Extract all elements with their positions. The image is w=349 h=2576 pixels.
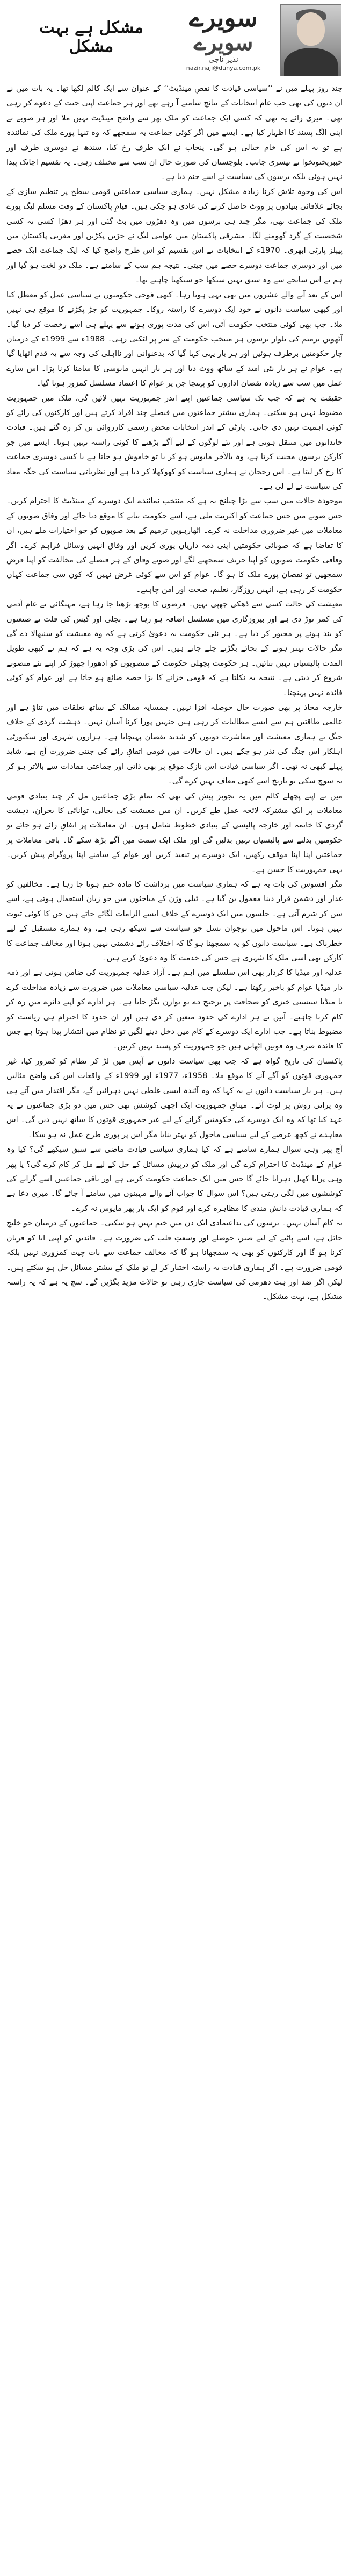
column-body: [6, 82, 343, 2571]
body-paragraph: اس کے بعد آنے والے عشروں میں بھی یہی ہوتا رہا۔ کبھی فوجی حکومتوں نے سیاسی عمل کو معطل کیا اور کبھی سیاست دانوں نے خود ایک دوسرے کا راستہ روکا۔ جمہوریت کو جڑ پکڑنے کا موقع ہی نہیں ملا۔ جب بھی کوئی منتخب حکومت آئی، اس کی مدت پوری ہونے سے پہلے ہی اسے رخصت کر دیا گیا۔ آٹھویں ترمیم کی تلوار برسوں ہر منتخب حکومت کے سر پر لٹکتی رہی۔ 1988ء سے 1999ء کے درمیان چار حکومتیں برطرف ہوئیں اور ہر بار یہی کہا گیا کہ بدعنوانی اور نااہلی کی وجہ سے یہ قدم اٹھایا گیا ہے۔ عوام نے ہر بار نئی امید کے ساتھ ووٹ دیا اور ہر بار انہیں مایوسی کا سامنا کرنا پڑا۔ اس سارے عمل میں سب سے زیادہ نقصان اداروں کو پہنچا جن پر عوام کا اعتماد مسلسل کمزور ہوتا گیا۔: [6, 290, 343, 388]
body-paragraph: اس کی وجوہ تلاش کرنا زیادہ مشکل نہیں۔ ہماری سیاسی جماعتیں قومی سطح پر تنظیم سازی کے بجائے علاقائی بنیادوں پر ووٹ حاصل کرنے کی عادی ہو چکی ہیں۔ قیامِ پاکستان کے وقت مسلم لیگ پورے ملک کی جماعت تھی، مگر چند ہی برسوں میں وہ دھڑوں میں بٹ گئی اور ہر دھڑا کسی نہ کسی شخصیت کے گرد گھومنے لگا۔ مشرقی پاکستان میں عوامی لیگ نے جڑیں پکڑیں اور مغربی پاکستان میں پیپلز پارٹی ابھری۔ 1970ء کے انتخابات نے اس تقسیم کو اس طرح واضح کیا کہ ایک جماعت ایک حصے میں اور دوسری جماعت دوسرے حصے میں جیتی۔ نتیجہ ہم سب کے سامنے ہے۔ ملک دو لخت ہو گیا اور ہم نے اس سانحے سے وہ سبق نہیں سیکھا جو سیکھنا چاہیے تھا۔: [6, 187, 343, 285]
column-logo: [170, 3, 277, 72]
body-paragraph: مگر افسوس کی بات یہ ہے کہ ہماری سیاست میں برداشت کا مادہ ختم ہوتا جا رہا ہے۔ مخالفین کو غدار اور دشمن قرار دینا معمول بن گیا ہے۔ ٹیلی وژن کے مباحثوں میں جو زبان استعمال ہوتی ہے، اسے سن کر شرم آتی ہے۔ جلسوں میں ایک دوسرے کے خلاف ایسے الزامات لگائے جاتے ہیں جن کا کوئی ثبوت نہیں ہوتا۔ اس ماحول میں نوجوان نسل جو سیاست سے سیکھ رہی ہے، وہ ہمارے مستقبل کے لیے خطرناک ہے۔ سیاست دانوں کو یہ سمجھنا ہو گا کہ اختلاف رائے دشمنی نہیں ہوتا اور مخالف جماعت کا کارکن بھی اسی ملک کا شہری ہے جس کی خدمت کا وہ دعویٰ کرتے ہیں۔: [6, 880, 343, 962]
body-paragraph: میں نے اپنے پچھلے کالم میں یہ تجویز پیش کی تھی کہ تمام بڑی جماعتیں مل کر چند بنیادی قومی معاملات پر ایک مشترکہ لائحہ عمل طے کریں۔ ان میں معیشت کی بحالی، توانائی کا بحران، دہشت گردی کا خاتمہ اور خارجہ پالیسی کے بنیادی خطوط شامل ہوں۔ ان معاملات پر اتفاقِ رائے ہو جائے تو حکومتیں بدلنے سے پالیسیاں نہیں بدلیں گی اور ملک ایک سمت میں آگے بڑھ سکے گا۔ باقی معاملات پر جماعتیں اپنا اپنا موقف رکھیں، ایک دوسرے پر تنقید کریں اور عوام کے سامنے اپنا پروگرام پیش کریں۔ یہی جمہوریت کا حسن ہے۔: [6, 791, 343, 874]
column-logo-line1: سویرے: [189, 3, 258, 32]
body-paragraph: حقیقت یہ ہے کہ جب تک سیاسی جماعتیں اپنے اندر جمہوریت نہیں لائیں گی، ملک میں جمہوریت مضبوط نہیں ہو سکتی۔ ہماری بیشتر جماعتوں میں فیصلے چند افراد کرتے ہیں اور کارکنوں کی رائے کو کوئی اہمیت نہیں دی جاتی۔ پارٹی کے اندر انتخابات محض رسمی کارروائی بن کر رہ گئے ہیں۔ قیادت خاندانوں میں منتقل ہوتی ہے اور نئے لوگوں کے لیے آگے بڑھنے کا کوئی راستہ نہیں ہوتا۔ ایسے میں جو کارکن برسوں محنت کرتا ہے، وہ بالآخر مایوس ہو کر یا تو خاموش ہو جاتا ہے یا کسی دوسری جماعت کا رخ کر لیتا ہے۔ اس رجحان نے ہماری سیاست کو کھوکھلا کر دیا ہے اور نظریاتی سیاست کی جگہ مفاد کی سیاست نے لے لی ہے۔: [6, 394, 343, 491]
body-paragraph: موجودہ حالات میں سب سے بڑا چیلنج یہ ہے کہ منتخب نمائندے ایک دوسرے کے مینڈیٹ کا احترام کریں۔ جس صوبے میں جس جماعت کو اکثریت ملی ہے، اسے حکومت بنانے کا موقع دیا جائے اور وفاق صوبوں کے معاملات میں غیر ضروری مداخلت نہ کرے۔ اٹھارہویں ترمیم کے بعد صوبوں کو جو اختیارات ملے ہیں، ان کا تقاضا ہے کہ صوبائی حکومتیں اپنی ذمہ داریاں پوری کریں اور وفاق انہیں وسائل فراہم کرے۔ اگر وفاقی حکومت صوبوں کو اپنا حریف سمجھنے لگے اور صوبے وفاق کے ہر فیصلے کی مخالفت کو اپنا فرض سمجھیں تو نقصان پورے ملک کا ہو گا۔ عوام کو اس سے کوئی غرض نہیں کہ کون سی جماعت کہاں حکومت کر رہی ہے، انہیں روزگار، تعلیم، صحت اور امن چاہیے۔: [6, 497, 343, 594]
author-name: نذیر ناجی: [208, 55, 238, 64]
body-paragraph: پاکستان کی تاریخ گواہ ہے کہ جب بھی سیاست دانوں نے آپس میں لڑ کر نظام کو کمزور کیا، غیر جمہوری قوتوں کو آگے آنے کا موقع ملا۔ 1958ء، 1977ء اور 1999ء کے واقعات اس کی واضح مثالیں ہیں۔ ہر بار سیاست دانوں نے یہ کہا کہ وہ آئندہ ایسی غلطی نہیں دہرائیں گے، مگر اقتدار میں آتے ہی وہ پرانی روش پر لوٹ آئے۔ میثاقِ جمہوریت ایک اچھی کوشش تھی جس میں دو بڑی جماعتوں نے یہ عہد کیا تھا کہ وہ ایک دوسرے کی حکومتیں گرانے کے لیے غیر جمہوری قوتوں کا ساتھ نہیں دیں گی۔ اس معاہدے نے کچھ عرصے کے لیے سیاسی ماحول کو بہتر بنایا مگر اس پر پوری طرح عمل نہ ہو سکا۔: [6, 1057, 343, 1139]
body-paragraph: عدلیہ اور میڈیا کا کردار بھی اس سلسلے میں اہم ہے۔ آزاد عدلیہ جمہوریت کی ضامن ہوتی ہے اور ذمہ دار میڈیا عوام کو باخبر رکھتا ہے۔ لیکن جب عدلیہ سیاسی معاملات میں ضرورت سے زیادہ مداخلت کرے یا میڈیا سنسنی خیزی کو صحافت پر ترجیح دے تو توازن بگڑ جاتا ہے۔ ہر ادارے کو اپنے دائرے میں رہ کر کام کرنا چاہیے۔ آئین نے ہر ادارے کی حدود متعین کر دی ہیں اور ان حدود کا احترام ہی ریاست کو مضبوط بناتا ہے۔ جب ادارے ایک دوسرے کے کام میں دخل دینے لگیں تو نظام میں انتشار پیدا ہوتا ہے جس کا فائدہ صرف وہ قوتیں اٹھاتی ہیں جو جمہوریت کو پسند نہیں کرتیں۔: [6, 968, 343, 1051]
body-paragraph: خارجہ محاذ پر بھی صورت حال حوصلہ افزا نہیں۔ ہمسایہ ممالک کے ساتھ تعلقات میں تناؤ ہے اور عالمی طاقتیں ہم سے ایسے مطالبات کر رہی ہیں جنہیں پورا کرنا آسان نہیں۔ دہشت گردی کے خلاف جنگ نے ہماری معیشت اور معاشرت دونوں کو شدید نقصان پہنچایا ہے۔ ہزاروں شہری اور سکیورٹی اہلکار اس جنگ کی نذر ہو چکے ہیں۔ ان حالات میں قومی اتفاقِ رائے کی جتنی ضرورت آج ہے، شاید پہلے کبھی نہ تھی۔ اگر سیاسی قیادت اس نازک موقع پر بھی ذاتی اور جماعتی مفادات سے بالاتر ہو کر نہ سوچ سکی تو تاریخ اسے کبھی معاف نہیں کرے گی۔: [6, 703, 343, 786]
author-photo: [280, 4, 341, 76]
body-paragraph: چند روز پہلے میں نے ’’سیاسی قیادت کا نقصِ مینڈیٹ‘‘ کے عنوان سے ایک کالم لکھا تھا۔ یہ بات میں نے ان دنوں کی تھی جب عام انتخابات کے نتائج سامنے آ رہے تھے اور ہر جماعت اپنی جیت کے دعوے کر رہی تھی۔ میری رائے یہ تھی کہ کسی ایک جماعت کو ملک بھر سے واضح مینڈیٹ نہیں ملا اور ہر صوبے نے اپنی الگ پسند کا اظہار کیا ہے۔ ایسے میں اگر کوئی جماعت یہ سمجھے کہ وہ تنہا پورے ملک کی نمائندہ ہے تو یہ اس کی خام خیالی ہو گی۔ پنجاب نے ایک طرف رخ کیا، سندھ نے دوسری طرف اور خیبرپختونخوا نے تیسری جانب۔ بلوچستان کی صورت حال ان سب سے مختلف رہی۔ یہ تقسیم اچانک پیدا نہیں ہوئی بلکہ برسوں کی سیاست نے اسے جنم دیا ہے۔: [6, 84, 343, 182]
column-header: [164, 4, 341, 80]
author-photo-face: [297, 12, 325, 46]
column-logo-line2: سویرے: [193, 30, 253, 55]
body-paragraph: آج پھر وہی سوال ہمارے سامنے ہے کہ کیا ہماری سیاسی قیادت ماضی سے سبق سیکھے گی؟ کیا وہ عوام کے مینڈیٹ کا احترام کرے گی اور ملک کو درپیش مسائل کے حل کے لیے مل کر کام کرے گی؟ یا پھر وہی پرانا کھیل دہرایا جائے گا جس میں ایک جماعت حکومت کرتی ہے اور باقی جماعتیں اسے گرانے کی کوششوں میں لگی رہتی ہیں؟ اس سوال کا جواب آنے والے مہینوں میں سامنے آ جائے گا۔ میری دعا ہے کہ ہماری قیادت دانش مندی کا مظاہرہ کرے اور قوم کو ایک بار پھر مایوس نہ کرے۔: [6, 1145, 343, 1213]
column-title: مشکل ہے بہت مشکل: [39, 18, 143, 56]
body-paragraph: یہ کام آسان نہیں۔ برسوں کی بداعتمادی ایک دن میں ختم نہیں ہو سکتی۔ جماعتوں کے درمیان جو خلیج حائل ہے، اسے پاٹنے کے لیے صبر، حوصلے اور وسعتِ قلب کی ضرورت ہے۔ قائدین کو اپنی انا کو قربان کرنا ہو گا اور کارکنوں کو بھی یہ سمجھانا ہو گا کہ مخالف جماعت سے بات چیت کمزوری نہیں بلکہ قومی ضرورت ہے۔ اگر ہماری قیادت یہ راستہ اختیار کر لے تو ملک کے بیشتر مسائل حل ہو سکتے ہیں۔ لیکن اگر ضد اور ہٹ دھرمی کی سیاست جاری رہی تو حالات مزید بگڑیں گے۔ سچ یہ ہے کہ یہ راستہ مشکل ہے، بہت مشکل۔: [6, 1219, 343, 1302]
body-paragraph: معیشت کی حالت کسی سے ڈھکی چھپی نہیں۔ قرضوں کا بوجھ بڑھتا جا رہا ہے، مہنگائی نے عام آدمی کی کمر توڑ دی ہے اور بیروزگاری میں مسلسل اضافہ ہو رہا ہے۔ بجلی اور گیس کی قلت نے صنعتوں کو بند ہونے پر مجبور کر دیا ہے۔ ہر نئی حکومت یہ دعویٰ کرتی ہے کہ وہ معیشت کو سنبھالا دے گی مگر حالات بہتر ہونے کے بجائے بگڑتے چلے جاتے ہیں۔ اس کی بڑی وجہ یہ ہے کہ ہم نے کبھی طویل المدت پالیسیاں نہیں بنائیں۔ ہر حکومت پچھلی حکومت کے منصوبوں کو ادھورا چھوڑ کر اپنے نئے منصوبے شروع کر دیتی ہے۔ نتیجہ یہ نکلتا ہے کہ قومی خزانے کا بڑا حصہ ضائع ہو جاتا ہے اور عوام کو کوئی فائدہ نہیں پہنچتا۔: [6, 600, 343, 697]
author-photo-shoulders: [284, 48, 338, 76]
author-email: nazir.naji@dunya.com.pk: [186, 65, 261, 72]
